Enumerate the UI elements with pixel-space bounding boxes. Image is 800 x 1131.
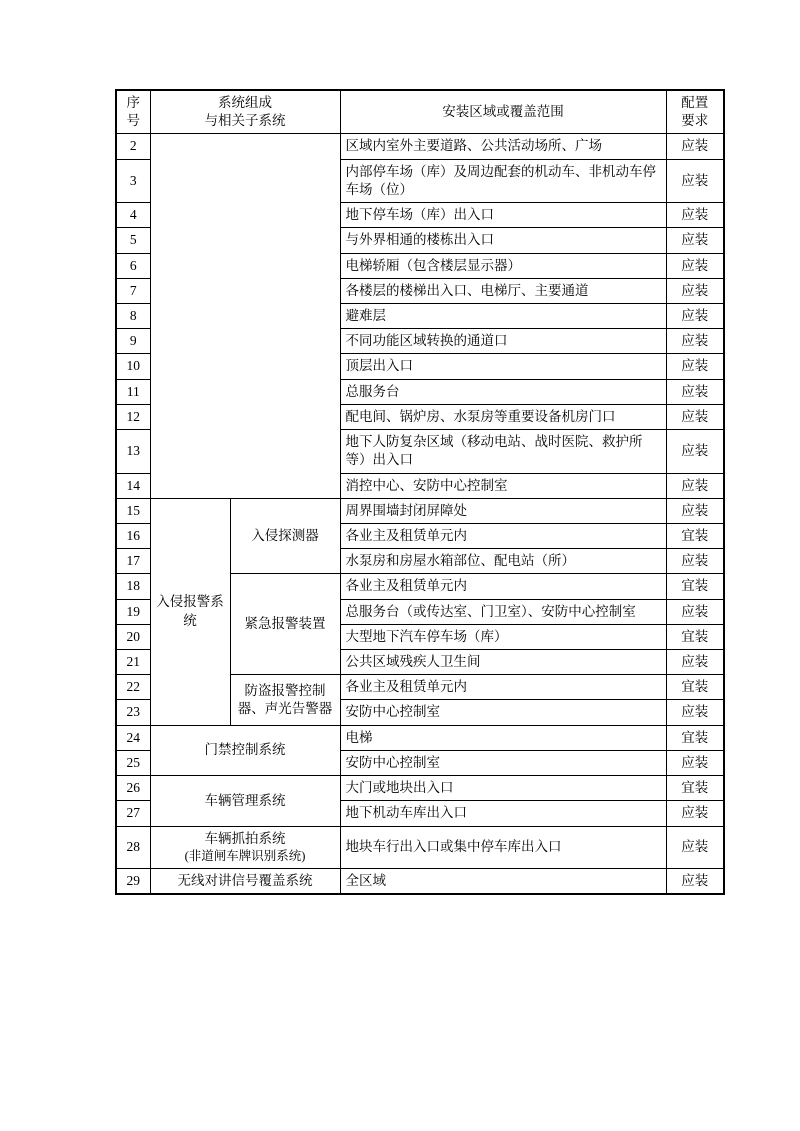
row-seq: 12 bbox=[116, 404, 150, 429]
row-seq: 24 bbox=[116, 725, 150, 750]
row-seq: 14 bbox=[116, 473, 150, 498]
row-area: 电梯轿厢（包含楼层显示器） bbox=[340, 253, 666, 278]
row-seq: 19 bbox=[116, 599, 150, 624]
row-seq: 6 bbox=[116, 253, 150, 278]
system-group-vehicle-management: 车辆管理系统 bbox=[150, 776, 340, 826]
row-requirement: 应装 bbox=[666, 650, 724, 675]
table-header-row bbox=[116, 90, 724, 134]
row-requirement: 应装 bbox=[666, 228, 724, 253]
row-requirement: 应装 bbox=[666, 801, 724, 826]
row-requirement: 应装 bbox=[666, 430, 724, 473]
table-row bbox=[116, 498, 724, 523]
row-area: 避难层 bbox=[340, 303, 666, 328]
row-requirement: 宜装 bbox=[666, 523, 724, 548]
row-area: 安防中心控制室 bbox=[340, 750, 666, 775]
spec-table-container bbox=[115, 89, 723, 895]
row-seq: 26 bbox=[116, 776, 150, 801]
row-seq: 2 bbox=[116, 134, 150, 159]
row-seq: 7 bbox=[116, 278, 150, 303]
row-requirement: 应装 bbox=[666, 354, 724, 379]
row-area: 各业主及租赁单元内 bbox=[340, 675, 666, 700]
row-area: 大门或地块出入口 bbox=[340, 776, 666, 801]
vehicle-capture-label-line1: 车辆抓拍系统 bbox=[204, 830, 286, 846]
row-area: 安防中心控制室 bbox=[340, 700, 666, 725]
row-requirement: 应装 bbox=[666, 203, 724, 228]
row-area: 配电间、锅炉房、水泵房等重要设备机房门口 bbox=[340, 404, 666, 429]
header-requirement bbox=[666, 90, 724, 134]
row-seq: 23 bbox=[116, 700, 150, 725]
row-requirement: 应装 bbox=[666, 549, 724, 574]
header-requirement-line2: 要求 bbox=[681, 113, 709, 129]
table-row bbox=[116, 826, 724, 868]
row-requirement: 应装 bbox=[666, 134, 724, 159]
row-seq: 11 bbox=[116, 379, 150, 404]
system-group-intrusion-alarm: 入侵报警系统 bbox=[150, 498, 230, 725]
row-requirement: 应装 bbox=[666, 278, 724, 303]
row-area: 总服务台 bbox=[340, 379, 666, 404]
header-requirement-line1: 配置 bbox=[681, 95, 709, 110]
subsystem-intrusion-detector: 入侵探测器 bbox=[230, 498, 340, 574]
row-seq: 15 bbox=[116, 498, 150, 523]
header-system bbox=[150, 90, 340, 134]
row-seq: 4 bbox=[116, 203, 150, 228]
subsystem-emergency-alarm-device: 紧急报警装置 bbox=[230, 574, 340, 675]
row-requirement: 宜装 bbox=[666, 725, 724, 750]
table-row bbox=[116, 776, 724, 801]
row-requirement: 应装 bbox=[666, 329, 724, 354]
row-seq: 22 bbox=[116, 675, 150, 700]
table-row bbox=[116, 868, 724, 894]
row-area: 各业主及租赁单元内 bbox=[340, 523, 666, 548]
row-seq: 18 bbox=[116, 574, 150, 599]
row-requirement: 应装 bbox=[666, 404, 724, 429]
row-requirement: 应装 bbox=[666, 303, 724, 328]
row-area: 地块车行出入口或集中停车库出入口 bbox=[340, 826, 666, 868]
row-area: 水泵房和房屋水箱部位、配电站（所） bbox=[340, 549, 666, 574]
header-area: 安装区域或覆盖范围 bbox=[340, 90, 666, 134]
row-area: 与外界相通的楼栋出入口 bbox=[340, 228, 666, 253]
vehicle-capture-label-line2: (非道闸车牌识别系统) bbox=[184, 848, 306, 863]
row-seq: 21 bbox=[116, 650, 150, 675]
row-area: 各业主及租赁单元内 bbox=[340, 574, 666, 599]
table-row bbox=[116, 725, 724, 750]
row-area: 消控中心、安防中心控制室 bbox=[340, 473, 666, 498]
row-requirement: 宜装 bbox=[666, 776, 724, 801]
row-seq: 10 bbox=[116, 354, 150, 379]
row-area: 区域内室外主要道路、公共活动场所、广场 bbox=[340, 134, 666, 159]
row-seq: 9 bbox=[116, 329, 150, 354]
row-requirement: 应装 bbox=[666, 826, 724, 868]
row-seq: 13 bbox=[116, 430, 150, 473]
row-area: 不同功能区域转换的通道口 bbox=[340, 329, 666, 354]
row-area: 全区域 bbox=[340, 868, 666, 894]
system-group-continuation bbox=[150, 134, 340, 498]
row-seq: 28 bbox=[116, 826, 150, 868]
row-seq: 27 bbox=[116, 801, 150, 826]
row-requirement: 应装 bbox=[666, 253, 724, 278]
system-group-vehicle-capture bbox=[150, 826, 340, 868]
row-area: 总服务台（或传达室、门卫室）、安防中心控制室 bbox=[340, 599, 666, 624]
row-area: 地下人防复杂区域（移动电站、战时医院、救护所等）出入口 bbox=[340, 430, 666, 473]
row-area: 顶层出入口 bbox=[340, 354, 666, 379]
system-group-wireless-intercom: 无线对讲信号覆盖系统 bbox=[150, 868, 340, 894]
table-row bbox=[116, 134, 724, 159]
row-requirement: 应装 bbox=[666, 498, 724, 523]
row-requirement: 应装 bbox=[666, 159, 724, 202]
row-requirement: 宜装 bbox=[666, 675, 724, 700]
row-requirement: 应装 bbox=[666, 473, 724, 498]
row-seq: 5 bbox=[116, 228, 150, 253]
row-area: 各楼层的楼梯出入口、电梯厅、主要通道 bbox=[340, 278, 666, 303]
row-seq: 17 bbox=[116, 549, 150, 574]
row-area: 电梯 bbox=[340, 725, 666, 750]
header-seq bbox=[116, 90, 150, 134]
header-system-line2: 与相关子系统 bbox=[204, 113, 286, 129]
row-area: 地下机动车库出入口 bbox=[340, 801, 666, 826]
row-seq: 3 bbox=[116, 159, 150, 202]
row-requirement: 应装 bbox=[666, 700, 724, 725]
row-area: 周界围墙封闭屏障处 bbox=[340, 498, 666, 523]
row-requirement: 应装 bbox=[666, 379, 724, 404]
row-seq: 20 bbox=[116, 624, 150, 649]
row-seq: 8 bbox=[116, 303, 150, 328]
row-requirement: 宜装 bbox=[666, 574, 724, 599]
row-requirement: 应装 bbox=[666, 750, 724, 775]
row-area: 地下停车场（库）出入口 bbox=[340, 203, 666, 228]
row-seq: 16 bbox=[116, 523, 150, 548]
row-area: 内部停车场（库）及周边配套的机动车、非机动车停车场（位） bbox=[340, 159, 666, 202]
subsystem-burglar-alarm-controller: 防盗报警控制器、声光告警器 bbox=[230, 675, 340, 725]
row-area: 大型地下汽车停车场（库） bbox=[340, 624, 666, 649]
row-requirement: 应装 bbox=[666, 868, 724, 894]
row-seq: 25 bbox=[116, 750, 150, 775]
security-system-configuration-table bbox=[115, 89, 725, 895]
header-seq-line1: 序 bbox=[126, 95, 140, 110]
row-seq: 29 bbox=[116, 868, 150, 894]
row-requirement: 应装 bbox=[666, 599, 724, 624]
header-seq-line2: 号 bbox=[126, 113, 140, 129]
row-requirement: 宜装 bbox=[666, 624, 724, 649]
row-area: 公共区域残疾人卫生间 bbox=[340, 650, 666, 675]
system-group-access-control: 门禁控制系统 bbox=[150, 725, 340, 775]
header-system-line1: 系统组成 bbox=[218, 95, 272, 110]
